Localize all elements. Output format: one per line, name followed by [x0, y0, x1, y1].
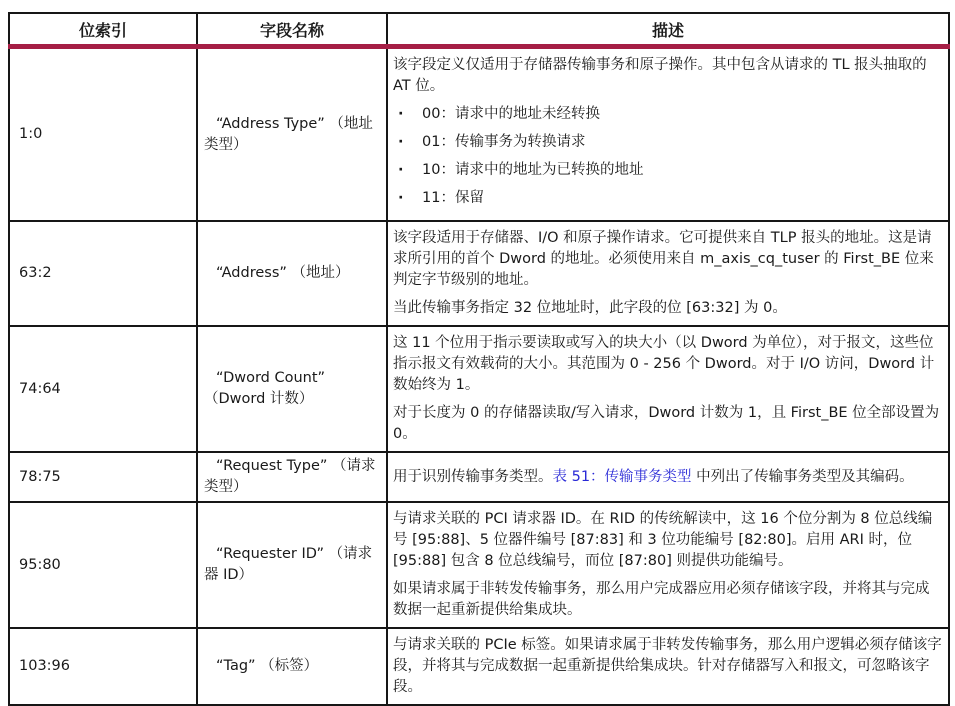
bullet-item	[395, 160, 942, 181]
table-row-requester-id	[9, 502, 949, 628]
cell-description	[387, 47, 949, 222]
cell-field-name: “Tag” （标签）	[197, 628, 387, 705]
description-paragraph: 与请求关联的 PCIe 标签。如果请求属于非转发传输事务，那么用户逻辑必须存储该字段，并将其与完成数据一起重新提供给集成块。针对存储器写入和报文，可忽略该字段。	[393, 637, 942, 695]
cell-bits: 74:64	[9, 326, 197, 452]
cell-field-name: “Requester ID” （请求器 ID）	[197, 502, 387, 628]
table-51-link[interactable]: 表 51：传输事务类型	[552, 468, 692, 485]
bullet-text: · 01：传输事务为转换请求	[422, 134, 586, 150]
cell-description	[387, 221, 949, 326]
table-row-tag	[9, 628, 949, 705]
header-description: 描述	[387, 13, 949, 47]
header-bit-index: 位索引	[9, 13, 197, 47]
description-paragraph: 如果请求属于非转发传输事务，那么用户完成器应用必须存储该字段，并将其与完成数据一起重新提供给集成块。	[393, 581, 930, 618]
bullet-item	[395, 104, 942, 125]
description-paragraph: 与请求关联的 PCI 请求器 ID。在 RID 的传统解读中，这 16 个位分割为 8 位总线编号 [95:88]、5 位器件编号 [87:83] 和 3 位功能编号 [82:80]。启用 ARI 时，位 [95:88] 包含 8 位总线编号，而位 [87:80] 则提供功能编号。	[393, 511, 933, 569]
description-paragraph: 当此传输事务指定 32 位地址时，此字段的位 [63:32] 为 0。	[393, 300, 787, 316]
cell-field-name: “Dword Count” （Dword 计数）	[197, 326, 387, 452]
cell-field-name: “Request Type” （请求类型）	[197, 452, 387, 502]
cell-bits: 1:0	[9, 47, 197, 222]
cell-bits: 95:80	[9, 502, 197, 628]
bullet-item	[395, 188, 942, 209]
cell-description	[387, 452, 949, 502]
bullet-text: · 10：请求中的地址为已转换的地址	[422, 162, 644, 178]
description-paragraph: 这 11 个位用于指示要读取或写入的块大小（以 Dword 为单位），对于报文，这些位指示报文有效载荷的大小。其范围为 0 - 256 个 Dword。对于 I/O 访问，Dword 计数始终为 1。	[393, 335, 935, 393]
cell-field-name: “Address” （地址）	[197, 221, 387, 326]
bullet-item	[395, 132, 942, 153]
bullet-text: · 11：保留	[422, 190, 484, 206]
bullet-list	[393, 104, 942, 209]
table-row-request-type	[9, 452, 949, 502]
table-row-address-type	[9, 47, 949, 222]
header-field-name: 字段名称	[197, 13, 387, 47]
cell-field-name: “Address Type” （地址类型）	[197, 47, 387, 222]
cell-description	[387, 628, 949, 705]
table-row-dword-count	[9, 326, 949, 452]
cell-bits: 63:2	[9, 221, 197, 326]
bullet-text: · 00：请求中的地址未经转换	[422, 106, 600, 122]
table-header-row	[9, 13, 949, 47]
description-text: 用于识别传输事务类型。	[393, 468, 553, 485]
description-paragraph: 对于长度为 0 的存储器读取/写入请求，Dword 计数为 1，且 First_BE 位全部设置为 0。	[393, 405, 940, 442]
description-text: 中列出了传输事务类型及其编码。	[691, 468, 914, 485]
cell-description	[387, 326, 949, 452]
table-row-address	[9, 221, 949, 326]
description-paragraph: 该字段定义仅适用于存储器传输事务和原子操作。其中包含从请求的 TL 报头抽取的 AT 位。	[393, 57, 927, 94]
description-paragraph: 该字段适用于存储器、I/O 和原子操作请求。它可提供来自 TLP 报头的地址。这是请求所引用的首个 Dword 的地址。必须使用来自 m_axis_cq_tuser 的 First_BE 位来判定字节级别的地址。	[393, 230, 934, 288]
cell-description	[387, 502, 949, 628]
field-description-table	[8, 12, 950, 706]
description-paragraph	[393, 467, 942, 488]
cell-bits: 103:96	[9, 628, 197, 705]
cell-bits: 78:75	[9, 452, 197, 502]
